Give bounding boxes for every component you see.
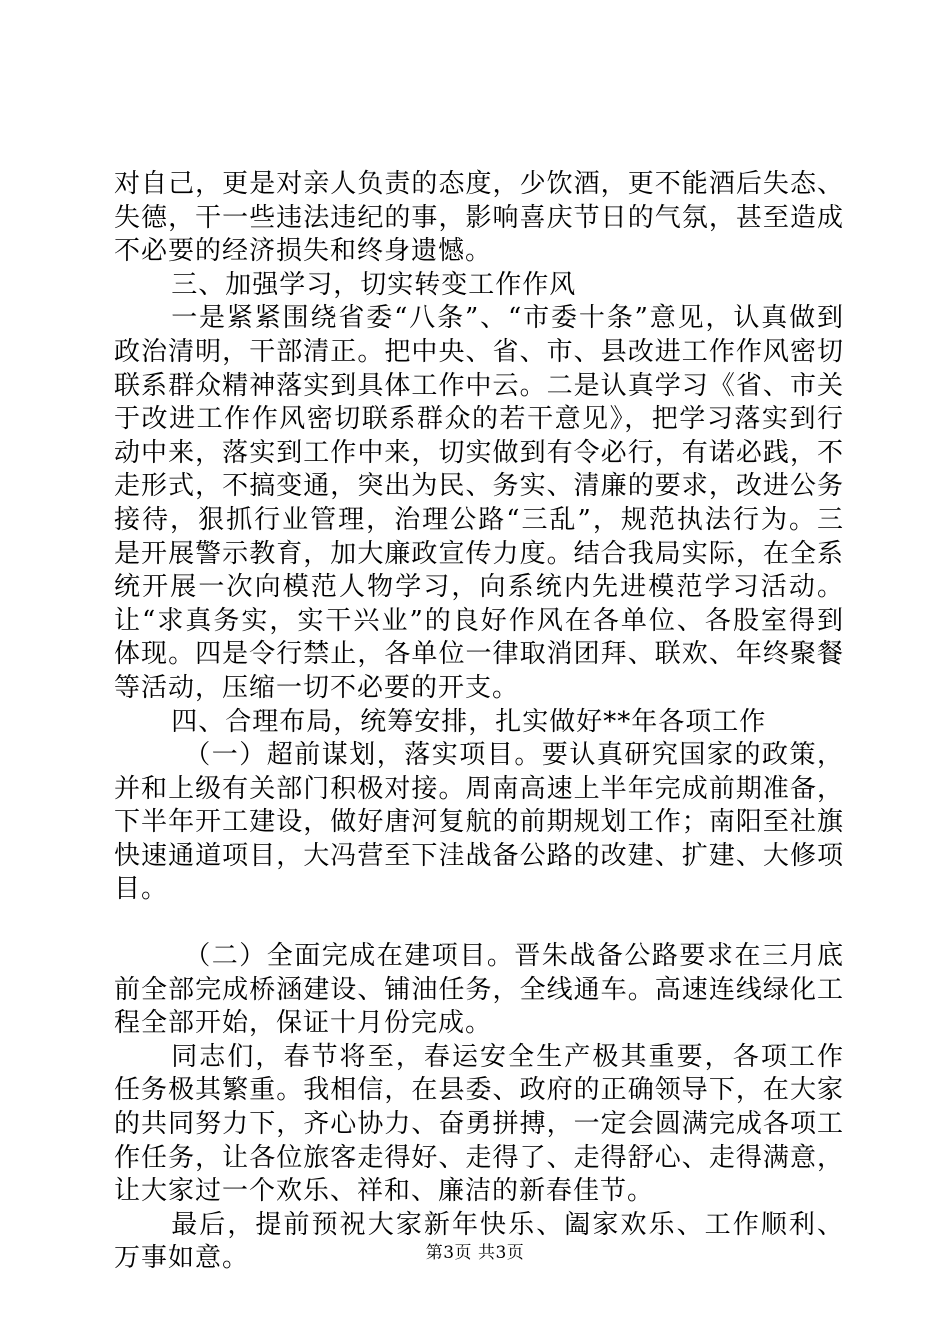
paragraph-wishes: 最后，提前预祝大家新年快乐、阖家欢乐、工作顺利、万事如意。 (114, 1209, 844, 1274)
page-footer: 第3页 共3页 (425, 1243, 525, 1263)
section-heading-3: 三、加强学习，切实转变工作作风 (171, 269, 577, 300)
paragraph-work-style: 一是紧紧围绕省委“八条”、“市委十条”意见，认真做到政治清明，干部清正。把中央、省、市、县改进工作作风密切联系群众精神落实到具体工作中云。二是认真学习《省、市关于改进工作作风密切联系群众的若干意见》，把学习落实到行动中来，落实到工作中来，切实做到有令必行，有诺必践，不走形式，不搞变通，突出为民、务实、清廉的要求，改进公务接待，狠抓行业管理，治理公路“三乱”，规范执法行为。三是开展警示教育，加大廉政宣传力度。结合我局实际，在全系统开展一次向模范人物学习，向系统内先进模范学习活动。让“求真务实，实干兴业”的良好作风在各单位、各股室得到体现。四是令行禁止，各单位一律取消团拜、联欢、年终聚餐等活动，压缩一切不必要的开支。 (114, 303, 844, 703)
paragraph-closing: 同志们，春节将至，春运安全生产极其重要，各项工作任务极其繁重。我相信，在县委、政府的正确领导下，在大家的共同努力下，齐心协力、奋勇拼搏，一定会圆满完成各项工作任务，让各位旅客走得好、走得了、走得舒心、走得满意，让大家过一个欢乐、祥和、廉洁的新春佳节。 (114, 1041, 844, 1207)
subsection-1: （一）超前谋划，落实项目。要认真研究国家的政策，并和上级有关部门积极对接。周南高速上半年完成前期准备，下半年开工建设，做好唐河复航的前期规划工作；南阳至社旗快速通道项目，大冯营至下洼战备公路的改建、扩建、大修项目。 (114, 740, 844, 905)
paragraph-continuation: 对自己，更是对亲人负责的态度，少饮酒，更不能酒后失态、失德，干一些违法违纪的事，影响喜庆节日的气氛，甚至造成不必要的经济损失和终身遗憾。 (114, 169, 844, 267)
subsection-2: （二）全面完成在建项目。晋朱战备公路要求在三月底前全部完成桥涵建设、铺油任务，全线通车。高速连线绿化工程全部开始，保证十月份完成。 (114, 941, 844, 1039)
document-body (114, 168, 844, 1276)
paragraph-gap (114, 907, 844, 940)
section-heading-4: 四、合理布局，统筹安排，扎实做好**年各项工作 (171, 706, 767, 737)
